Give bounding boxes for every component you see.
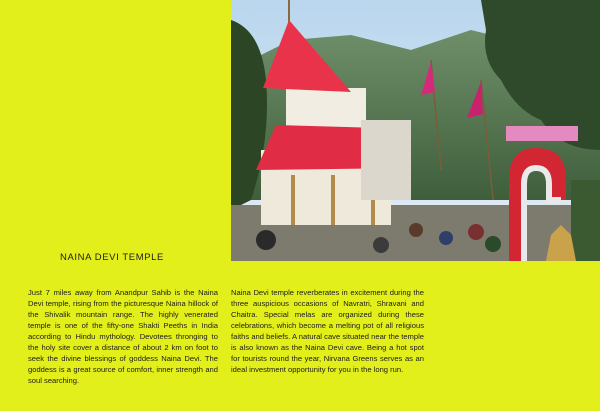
section-heading: NAINA DEVI TEMPLE — [60, 252, 164, 263]
paragraph-left: Just 7 miles away from Anandpur Sahib is the Naina Devi temple, rising from the picturesque Naina hillock of the Shivalik mountain range. The highly venerated temple is one of the fifty-one Shakti Peeths in India according to Hindu mythology. Devotees thronging to the holy site cover a distance of about 2 km on foot to seek the divine blessings of goddess Naina Devi. The goddess is a great source of comfort, inner strength and soul searching. — [28, 288, 218, 385]
devotee — [409, 223, 423, 237]
paragraph-right: Naina Devi temple reverberates in excitement during the three auspicious occasions of Navratri, Shravani and Chaitra. Special melas are organized during these celebrations, which become a melting pot of all religious faiths and beliefs. A natural cave situated near the temple is also known as the Naina Devi cave. Being a hot spot for tourists round the year, Nirvana Greens serves as an ideal investment opportunity for you in the long run. — [231, 288, 424, 374]
devotee — [468, 224, 484, 240]
pink-banner — [506, 126, 578, 141]
temple-pillar — [291, 175, 295, 225]
temple-photo — [231, 0, 600, 261]
devotee — [439, 231, 453, 245]
devotee — [373, 237, 389, 253]
shrubs — [571, 180, 600, 261]
devotee — [485, 236, 501, 252]
devotee — [256, 230, 276, 250]
side-building — [361, 120, 411, 200]
temple-pillar — [331, 175, 335, 225]
temple-photo-illustration — [231, 0, 600, 261]
